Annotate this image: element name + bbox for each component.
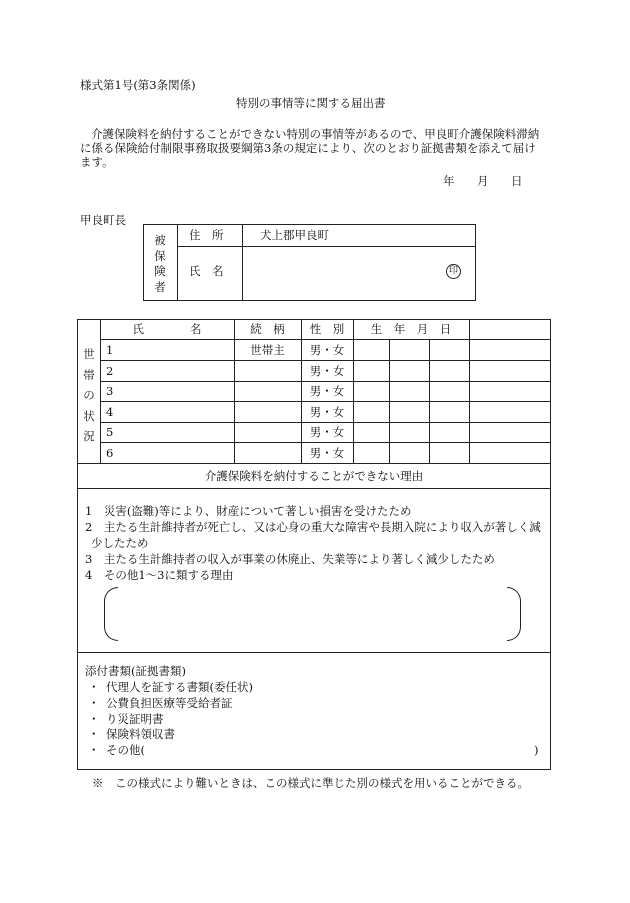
reason-item-4: 4 その他1〜3に類する理由 (85, 568, 234, 582)
footnote: ※ この様式により難いときは、この様式に準じた別の様式を用いることができる。 (92, 776, 529, 790)
attachment-close-paren: ) (534, 743, 539, 757)
row-sex-options: 男・女 (309, 425, 345, 439)
row-number: 4 (106, 405, 114, 419)
bullet: ・ (88, 696, 100, 710)
reasons-heading: 介護保険料を納付することができない理由 (204, 469, 424, 483)
bullet: ・ (88, 743, 100, 757)
attachment-item-disaster-cert: り災証明書 (106, 712, 164, 726)
reason-item-2-cont: 少したため (91, 536, 149, 550)
seal-mark: 印 (446, 264, 461, 279)
col-header-sex: 性 別 (309, 322, 345, 336)
date-year-label: 年 (443, 174, 455, 188)
date-day-label: 日 (511, 174, 523, 188)
row-number: 1 (106, 343, 114, 357)
row-number: 6 (106, 446, 114, 460)
body-text-line-3: ます。 (80, 155, 114, 169)
row-sex-options: 男・女 (309, 343, 345, 357)
bullet: ・ (88, 680, 100, 694)
col-header-relation: 続 柄 (250, 322, 285, 336)
attachment-item-receipt: 保険料領収書 (106, 727, 175, 741)
bullet: ・ (88, 712, 100, 726)
body-text-line-1: 介護保険料を納付することができない特別の事情等があるので、甲良町介護保険料滞納 (91, 127, 540, 141)
row-number: 2 (106, 364, 114, 378)
col-header-birthdate: 生 年 月 日 (370, 322, 452, 336)
row-sex-options: 男・女 (309, 364, 345, 378)
other-reason-bracket-right (507, 587, 521, 641)
attachment-item-medical-cert: 公費負担医療等受給者証 (106, 696, 233, 710)
row-number: 3 (106, 384, 114, 398)
name-label: 氏 名 (189, 264, 224, 278)
attachments-heading: 添付書類(証拠書類) (85, 664, 186, 678)
reason-item-3: 3 主たる生計維持者の収入が事業の休廃止、失業等により著しく減少したため (85, 552, 495, 566)
address-label: 住 所 (189, 228, 224, 242)
attachment-item-proxy: 代理人を証する書類(委任状) (106, 680, 253, 694)
insured-label: 被 保 険 者 (154, 233, 166, 294)
addressee: 甲良町長 (80, 213, 126, 227)
address-value: 犬上郡甲良町 (260, 228, 329, 242)
date-month-label: 月 (477, 174, 489, 188)
attachment-item-other: その他( (106, 743, 145, 757)
household-side-label: 世 帯 の 状 況 (83, 347, 95, 443)
row-relation: 世帯主 (250, 343, 285, 357)
reason-item-2: 2 主たる生計維持者が死亡し、又は心身の重大な障害や長期入院により収入が著しく減 (85, 520, 541, 534)
form-number: 様式第1号(第3条関係) (80, 78, 196, 92)
col-header-name: 氏 名 (132, 322, 202, 336)
bullet: ・ (88, 727, 100, 741)
row-sex-options: 男・女 (309, 405, 345, 419)
row-number: 5 (106, 425, 114, 439)
other-reason-bracket-left (104, 587, 118, 641)
reason-item-1: 1 災害(盗難)等により、財産について著しい損害を受けたため (85, 504, 412, 518)
row-sex-options: 男・女 (309, 446, 345, 460)
page-title: 特別の事情等に関する届出書 (236, 96, 386, 110)
row-sex-options: 男・女 (309, 384, 345, 398)
body-text-line-2: に係る保険給付制限事務取扱要綱第3条の規定により、次のとおり証拠書類を添えて届け (80, 141, 536, 155)
